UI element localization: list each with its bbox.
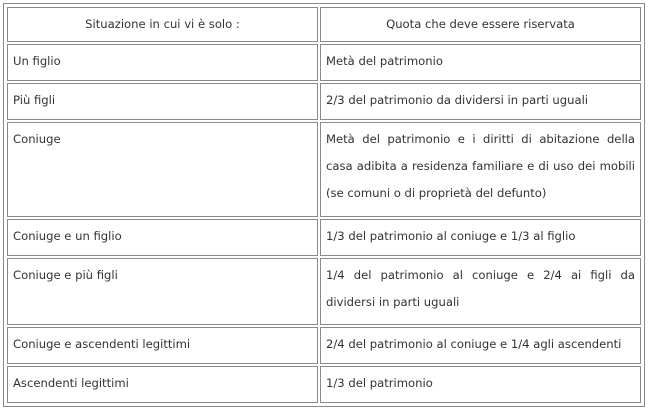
header-situation: Situazione in cui vi è solo : xyxy=(7,7,318,42)
quota-cell: 2/3 del patrimonio da dividersi in parti uguali xyxy=(320,83,641,120)
quota-cell: Metà del patrimonio xyxy=(320,44,641,81)
situation-cell: Coniuge xyxy=(7,122,318,218)
table-row xyxy=(7,44,641,81)
situation-cell: Un figlio xyxy=(7,44,318,81)
situation-cell: Ascendenti legittimi xyxy=(7,366,318,403)
inheritance-table-container xyxy=(3,3,645,407)
table-row xyxy=(7,327,641,364)
situation-cell: Più figli xyxy=(7,83,318,120)
table-row xyxy=(7,219,641,256)
header-quota: Quota che deve essere riservata xyxy=(320,7,641,42)
quota-cell: 1/3 del patrimonio al coniuge e 1/3 al figlio xyxy=(320,219,641,256)
table-row xyxy=(7,366,641,403)
quota-cell: Metà del patrimonio e i diritti di abitazione della casa adibita a residenza familiare e di uso dei mobili (se comuni o di proprietà del defunto) xyxy=(320,122,641,218)
situation-cell: Coniuge e un figlio xyxy=(7,219,318,256)
inheritance-table xyxy=(5,5,643,405)
quota-cell: 1/3 del patrimonio xyxy=(320,366,641,403)
situation-cell: Coniuge e più figli xyxy=(7,258,318,325)
table-row xyxy=(7,122,641,218)
table-row xyxy=(7,258,641,325)
quota-cell: 1/4 del patrimonio al coniuge e 2/4 ai figli da dividersi in parti uguali xyxy=(320,258,641,325)
situation-cell: Coniuge e ascendenti legittimi xyxy=(7,327,318,364)
quota-cell: 2/4 del patrimonio al coniuge e 1/4 agli ascendenti xyxy=(320,327,641,364)
table-header-row xyxy=(7,7,641,42)
table-row xyxy=(7,83,641,120)
